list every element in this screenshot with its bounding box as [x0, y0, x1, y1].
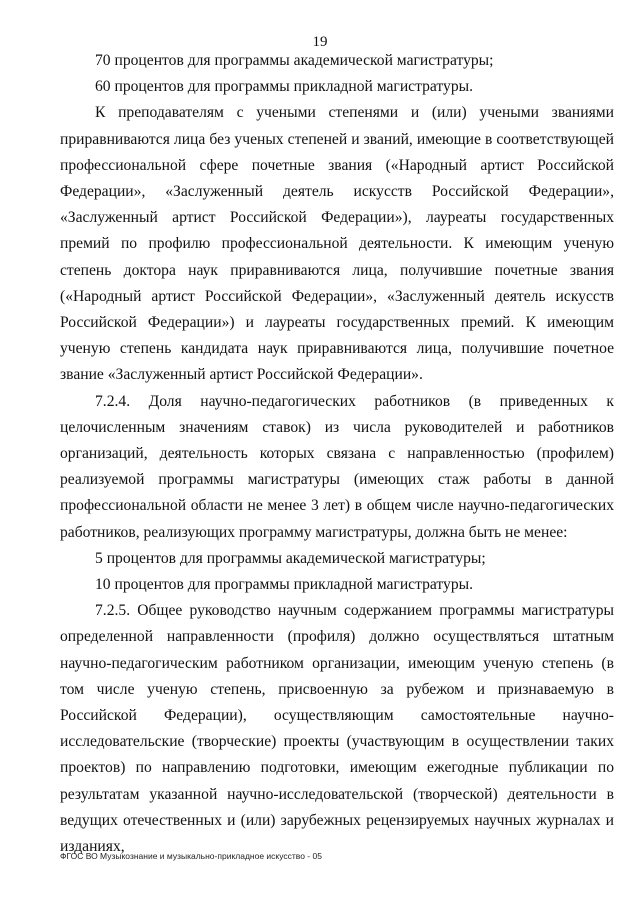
paragraph-applied-10: 10 процентов для программы прикладной магистратуры.	[95, 576, 473, 594]
paragraph-7-2-4: 7.2.4. Доля научно-педагогических работников (в приведенных к целочисленным значениям ставок) из числа руководителей и работников организаций, деятельность которых связана с направленностью (профилем) реализуемой программы магистратуры (имеющих стаж работы в данной профессиональной области не менее 3 лет) в общем числе научно-педагогических работников, реализующих программу магистратуры, должна быть не менее:	[60, 392, 614, 541]
paragraph-academic-70: 70 процентов для программы академической магистратуры;	[95, 52, 494, 69]
page-footer: ФГОС ВО Музыкознание и музыкально-прикладное искусство - 05	[60, 851, 322, 861]
page-number: 19	[312, 34, 328, 50]
document-body	[60, 48, 614, 860]
paragraph-equivalence: К преподавателям с учеными степенями и (или) учеными званиями приравниваются лица без ученых степеней и званий, имеющие в соответствующей профессиональной сфере почетные звания («Народный артист Российской Федерации», «Заслуженный деятель искусств Российской Федерации», «Заслуженный артист Российской Федерации»), лауреаты государственных премий по профилю профессиональной деятельности. К имеющим ученую степень доктора наук приравниваются лица, получившие почетные звания («Народный артист Российской Федерации», «Заслуженный деятель искусств Российской Федерации») и лауреаты государственных премий. К имеющим ученую степень кандидата наук приравниваются лица, получившие почетное звание «Заслуженный артист Российской Федерации».	[60, 104, 614, 384]
paragraph-applied-60: 60 процентов для программы прикладной магистратуры.	[95, 78, 473, 96]
paragraph-academic-5: 5 процентов для программы академической магистратуры;	[95, 549, 486, 567]
paragraph-7-2-5: 7.2.5. Общее руководство научным содержанием программы магистратуры определенной направленности (профиля) должно осуществляться штатным научно-педагогическим работником организации, имеющим ученую степень (в том числе ученую степень, присвоенную за рубежом и признаваемую в Российской Федерации), осуществляющим самостоятельные научно-исследовательские (творческие) проекты (участвующим в осуществлении таких проектов) по направлению подготовки, имеющим ежегодные публикации по результатам указанной научно-исследовательской (творческой) деятельности в ведущих отечественных и (или) зарубежных рецензируемых научных журналах и изданиях,	[60, 602, 614, 856]
